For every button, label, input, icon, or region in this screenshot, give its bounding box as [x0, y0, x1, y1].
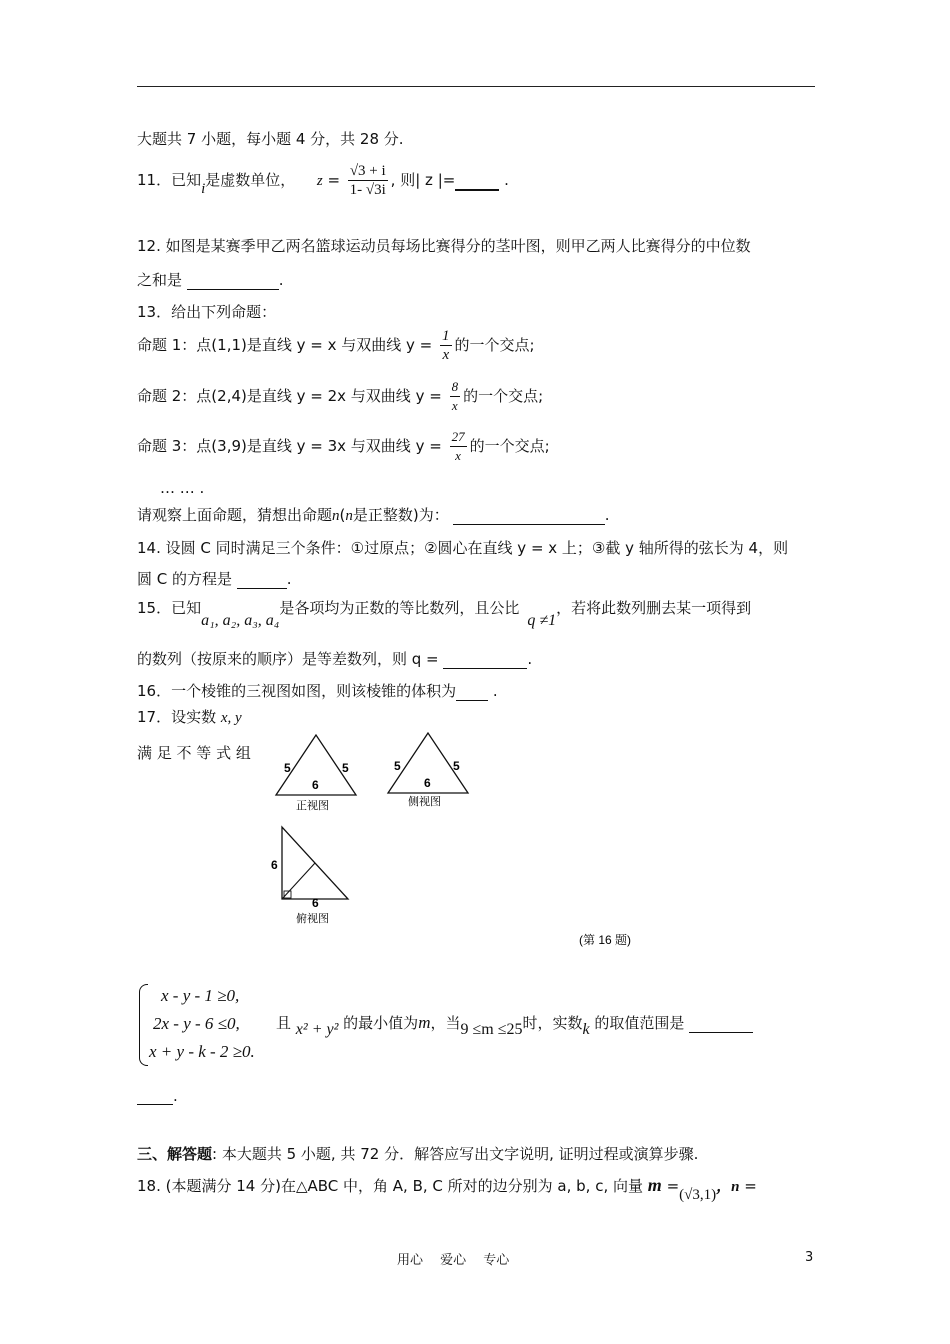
page-number: 3: [805, 1250, 814, 1265]
top-view-base: 6: [312, 896, 319, 910]
question-14-line1: 14. 设圆 C 同时满足三个条件：①过原点；②圆心在直线 y = x 上；③截 y 轴所得的弦长为 4，则: [137, 539, 789, 557]
figure-caption: (第 16 题): [579, 933, 632, 947]
inequality-3: x + y - k - 2 ≥0.: [149, 1042, 255, 1061]
question-15-line1: 15．已知a₁, a₂, a₃, a₄是各项均为正数的等比数列，且公比q ≠1，若将此数列删去某一项得到: [137, 599, 752, 629]
footer-motto: 用心 爱心 专心: [397, 1253, 510, 1268]
ellipsis: … … .: [160, 479, 205, 497]
question-13-title: 13．给出下列命题：: [137, 303, 277, 321]
question-11: 11．已知i是虚数单位， z = $\frac{√3 + i}{1- √3i}$ , 则| z |= .: [137, 163, 509, 198]
proposition-1: 命题 1：点(1,1)是直线 y = x 与双曲线 y = $\frac{1}{x}$ 的一个交点;: [137, 328, 535, 363]
front-view-left-side: 5: [284, 761, 291, 775]
section-intro: 大题共 7 小题，每小题 4 分，共 28 分.: [137, 130, 404, 148]
question-14-line2: 圆 C 的方程是 .: [137, 570, 292, 588]
question-17-line2: 满 足 不 等 式 组: [137, 744, 251, 762]
front-view-label: 正视图: [296, 800, 329, 812]
answer-blank-13[interactable]: [453, 524, 605, 525]
question-13-ask: 请观察上面命题，猜想出命题n(n是正整数)为： .: [137, 506, 610, 524]
front-view-right-side: 5: [342, 761, 349, 775]
side-view-base: 6: [424, 776, 431, 790]
question-18: 18. (本题满分 14 分)在△ABC 中，角 A, B, C 所对的边分别为 a, b, c, 向量 m =(√3,1)，n =: [137, 1175, 757, 1203]
answer-blank-17b[interactable]: [137, 1104, 173, 1105]
inequality-1: x - y - 1 ≥0,: [161, 986, 240, 1005]
proposition-2: 命题 2：点(2,4)是直线 y = 2x 与双曲线 y = $\frac{8}{x}$ 的一个交点;: [137, 379, 544, 413]
question-12-line2: 之和是 .: [137, 271, 284, 289]
answer-blank-16[interactable]: [456, 700, 488, 701]
header-rule: [137, 86, 815, 87]
answer-blank-12[interactable]: [187, 289, 279, 290]
front-view-base: 6: [312, 778, 319, 792]
question-12-line1: 12. 如图是某赛季甲乙两名篮球运动员每场比赛得分的茎叶图，则甲乙两人比赛得分的中位数: [137, 237, 751, 255]
question-17-condition: 且 x² + y² 的最小值为m，当9 ≤m ≤25时，实数k 的取值范围是: [276, 1012, 753, 1033]
side-view-label: 侧视图: [408, 796, 441, 808]
answer-blank-14[interactable]: [237, 588, 287, 589]
left-brace: [139, 984, 148, 1066]
answer-blank-17a[interactable]: [689, 1032, 753, 1033]
question-17-line1: 17．设实数 x, y: [137, 708, 242, 726]
side-view-right-side: 5: [453, 759, 460, 773]
side-view-left-side: 5: [394, 759, 401, 773]
three-view-figure: [260, 725, 680, 955]
question-16: 16．一个棱锥的三视图如图，则该棱锥的体积为 .: [137, 682, 498, 700]
inequality-2: 2x - y - 6 ≤0,: [153, 1014, 240, 1033]
top-view-height: 6: [271, 858, 278, 872]
question-17-tail: .: [137, 1087, 178, 1105]
answer-blank-15[interactable]: [443, 668, 527, 669]
proposition-3: 命题 3：点(3,9)是直线 y = 3x 与双曲线 y = $\frac{27}{x}$ 的一个交点;: [137, 429, 550, 463]
question-15-line2: 的数列（按原来的顺序）是等差数列，则 q = .: [137, 650, 533, 668]
section-3-header: 三、解答题: 本大题共 5 小题, 共 72 分．解答应写出文字说明, 证明过程或演算步骤.: [137, 1145, 699, 1163]
top-view-label: 俯视图: [296, 913, 329, 925]
